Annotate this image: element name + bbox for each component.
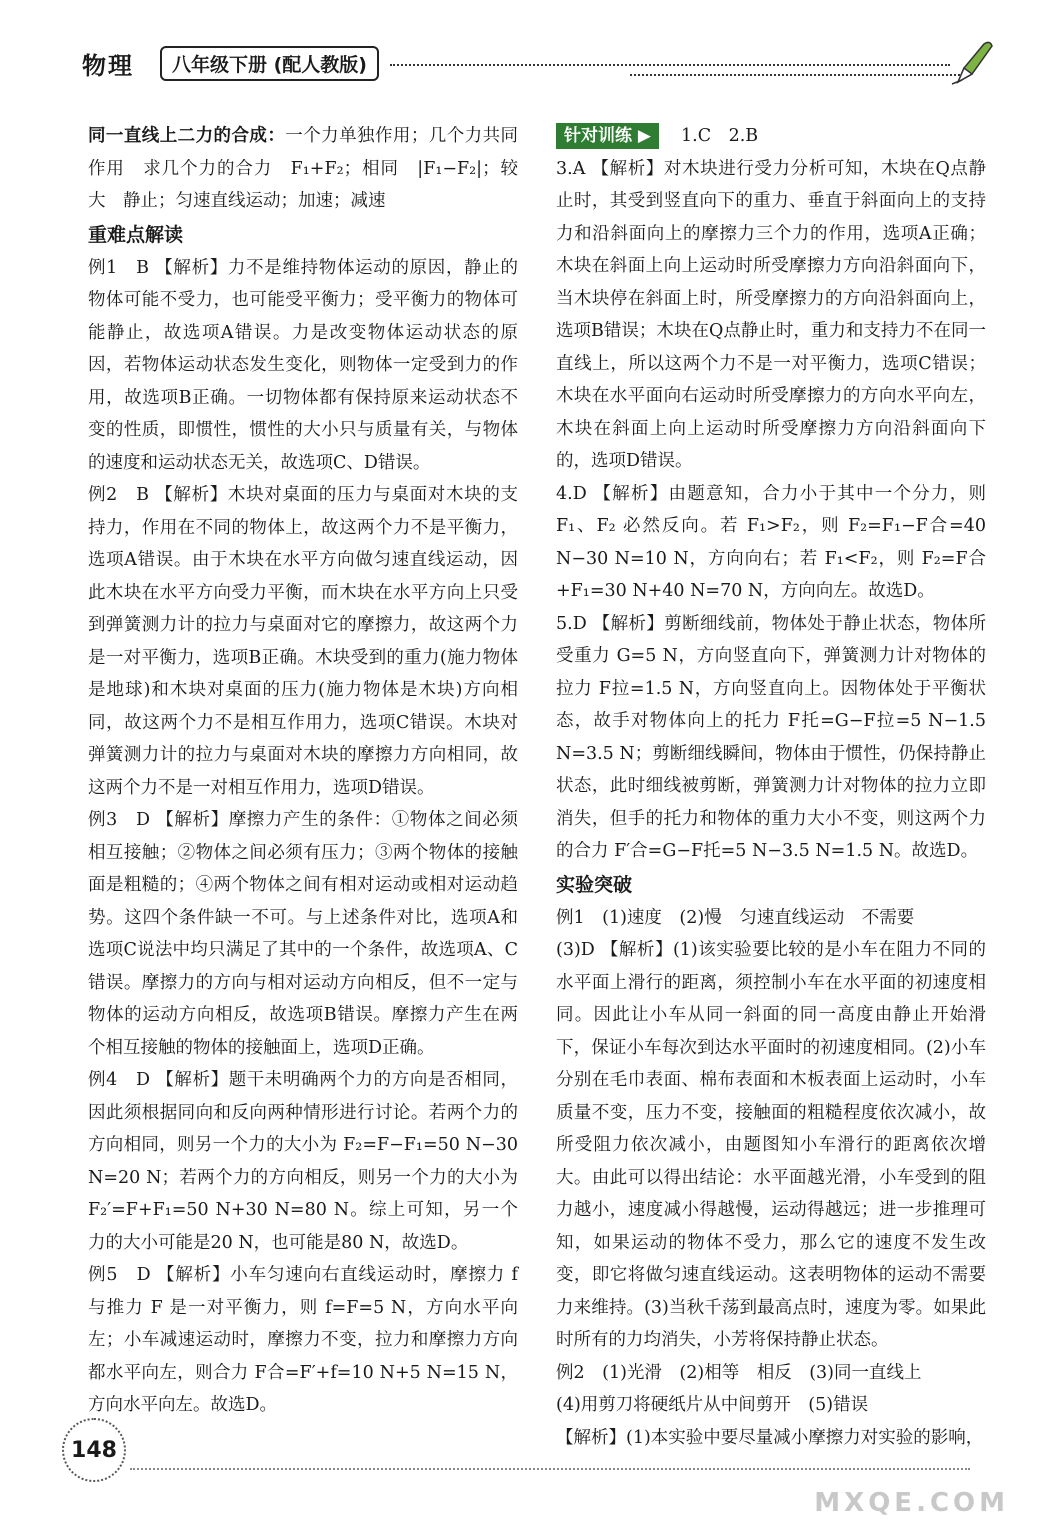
page-header xyxy=(70,38,990,98)
paragraph-text: 【解析】(1)本实验中要尽量减小摩擦力对实验的影响， xyxy=(556,1427,984,1448)
paragraph-text: 例1 (1)速度 (2)慢 匀速直线运动 不需要 xyxy=(556,907,915,928)
answer-paragraph xyxy=(556,1357,986,1390)
practice-tag: 针对训练 ▶ xyxy=(556,123,659,149)
page-number: 148 xyxy=(62,1418,126,1482)
answer-paragraph xyxy=(556,1422,986,1455)
answer-paragraph xyxy=(556,478,986,608)
answer-text: 1.C 2.B xyxy=(681,126,759,146)
header-dotted-line xyxy=(390,64,950,66)
paragraph-text: 例1 B 【解析】力不是维持物体运动的原因，静止的物体可能不受力，也可能受平衡力；受平衡力的物体可能静止，故选项A错误。力是改变物体运动状态的原因，若物体运动状态发生变化，则物体一定受到力的作用，故选项B正确。一切物体都有保持原来运动状态不变的性质，即惯性，惯性的大小只与质量有关，与物体的速度和运动状态无关，故选项C、D错误。 xyxy=(88,257,518,473)
practice-answers-line xyxy=(556,120,986,153)
answer-paragraph xyxy=(556,934,986,1357)
term-label: 同一直线上二力的合成： xyxy=(88,126,286,146)
answer-paragraph xyxy=(88,804,518,1064)
answer-paragraph xyxy=(88,252,518,480)
left-column xyxy=(88,120,518,1422)
paragraph-text: 4.D 【解析】由题意知，合力小于其中一个分力，则 F₁、F₂ 必然反向。若 F₁>F₂，则 F₂=F₁−F合=40 N−30 N=10 N，方向向右；若 F₁<F₂，则 F₂=F合+F₁=30 N+40 N=70 N，方向向左。故选D。 xyxy=(556,483,986,601)
paragraph-text: 5.D 【解析】剪断细线前，物体处于静止状态，物体所受重力 G=5 N，方向竖直向下，弹簧测力计对物体的拉力 F拉=1.5 N，方向竖直向上。因物体处于平衡状态，故手对物体向上的托力 F托=G−F拉=5 N−1.5 N=3.5 N；剪断细线瞬间，物体由于惯性，仍保持静止状态，此时细线被剪断，弹簧测力计对物体的拉力立即消失，但手的托力和物体的重力大小不变，则这两个力的合力 F′合=G−F托=5 N−3.5 N=1.5 N。故选D。 xyxy=(556,613,986,861)
answer-paragraph xyxy=(556,608,986,868)
section-heading: 实验突破 xyxy=(556,873,633,896)
watermark-logo: MXQE.COM xyxy=(814,1488,1009,1518)
answer-paragraph xyxy=(556,902,986,935)
answer-paragraph xyxy=(88,1064,518,1259)
paragraph-text: 例3 D 【解析】摩擦力产生的条件：①物体之间必须相互接触；②物体之间必须有压力；③两个物体的接触面是粗糙的；④两个物体之间有相对运动或相对运动趋势。这四个条件缺一不可。与上述条件对比，选项A和选项C说法中均只满足了其中的一个条件，故选项A、C错误。摩擦力的方向与相对运动方向相反，但不一定与物体的运动方向相反，故选项B错误。摩擦力产生在两个相互接触的物体的接触面上，选项D正确。 xyxy=(88,810,518,1058)
paragraph-text: 3.A 【解析】对木块进行受力分析可知，木块在Q点静止时，其受到竖直向下的重力、垂直于斜面向上的支持力和沿斜面向上的摩擦力三个力的作用，选项A正确；木块在斜面上向上运动时所受摩擦力方向沿斜面向下，当木块停在斜面上时，所受摩擦力的方向沿斜面向上，选项B错误；木块在Q点静止时，重力和支持力不在同一直线上，所以这两个力不是一对平衡力，选项C错误；木块在水平面向右运动时所受摩擦力的方向水平向左，木块在斜面上向上运动时所受摩擦力方向沿斜面向下的，选项D错误。 xyxy=(556,158,986,471)
paragraph-text: 例2 B 【解析】木块对桌面的压力与桌面对木块的支持力，作用在不同的物体上，故这两个力不是平衡力，选项A错误。由于木块在水平方向做匀速直线运动，因此木块在水平方向受力平衡，而木块在水平方向上只受到弹簧测力计的拉力与桌面对它的摩擦力，故这两个力是一对平衡力，选项B正确。木块受到的重力(施力物体是地球)和木块对桌面的压力(施力物体是木块)方向相同，故这两个力不是相互作用力，选项C错误。木块对弹簧测力计的拉力与桌面对木块的摩擦力方向相同，故这两个力不是一对相互作用力，选项D错误。 xyxy=(88,485,518,798)
paragraph-text: 例4 D 【解析】题干未明确两个力的方向是否相同，因此须根据同向和反向两种情形进行讨论。若两个力的方向相同，则另一个力的大小为 F₂=F−F₁=50 N−30 N=20 N；若两个力的方向相反，则另一个力的大小为 F₂′=F+F₁=50 N+30 N=80 N。综上可知，另一个力的大小可能是20 N，也可能是80 N，故选D。 xyxy=(88,1070,518,1253)
paragraph-text: 例2 (1)光滑 (2)相等 相反 (3)同一直线上 xyxy=(556,1362,922,1383)
answer-paragraph xyxy=(556,1389,986,1422)
footer-dotted-line xyxy=(130,1468,970,1470)
header-dotted-line-lower xyxy=(630,74,960,76)
answer-paragraph xyxy=(88,120,518,218)
paragraph-text: (3)D 【解析】(1)该实验要比较的是小车在阻力不同的水平面上滑行的距离，须控制小车在水平面的初速度相同。因此让小车从同一斜面的同一高度由静止开始滑下，保证小车每次到达水平面时的初速度相同。(2)小车分别在毛巾表面、棉布表面和木板表面上运动时，小车质量不变，压力不变，接触面的粗糙程度依次减小，故所受阻力依次减小，由题图知小车滑行的距离依次增大。由此可以得出结论：水平面越光滑，小车受到的阻力越小，速度减小得越慢，运动得越远；进一步推理可知，如果运动的物体不受力，那么它的速度不发生改变，即它将做匀速直线运动。这表明物体的运动不需要力来维持。(3)当秋千荡到最高点时，速度为零。如果此时所有的力均消失，小芳将保持静止状态。 xyxy=(556,940,986,1350)
section-heading: 重难点解读 xyxy=(88,223,184,246)
pen-icon xyxy=(950,38,994,86)
answer-paragraph xyxy=(88,479,518,804)
right-column xyxy=(556,120,986,1454)
grade-badge: 八年级下册 (配人教版) xyxy=(160,46,379,81)
paragraph-text: (4)用剪刀将硬纸片从中间剪开 (5)错误 xyxy=(556,1395,869,1415)
subject-label: 物理 xyxy=(82,52,134,80)
answer-paragraph xyxy=(556,153,986,478)
answer-paragraph xyxy=(88,1259,518,1422)
paragraph-text: 一个力单独作用；几个力共同作用 求几个力的合力 F₁+F₂；相同 |F₁−F₂|；较大 静止；匀速直线运动；加速；减速 xyxy=(88,126,519,211)
paragraph-text: 例5 D 【解析】小车匀速向右直线运动时，摩擦力 f 与推力 F 是一对平衡力，则 f=F=5 N，方向水平向左；小车减速运动时，摩擦力不变，拉力和摩擦力方向都水平向左，则合力 F合=F′+f=10 N+5 N=15 N，方向水平向左。故选D。 xyxy=(88,1265,518,1415)
